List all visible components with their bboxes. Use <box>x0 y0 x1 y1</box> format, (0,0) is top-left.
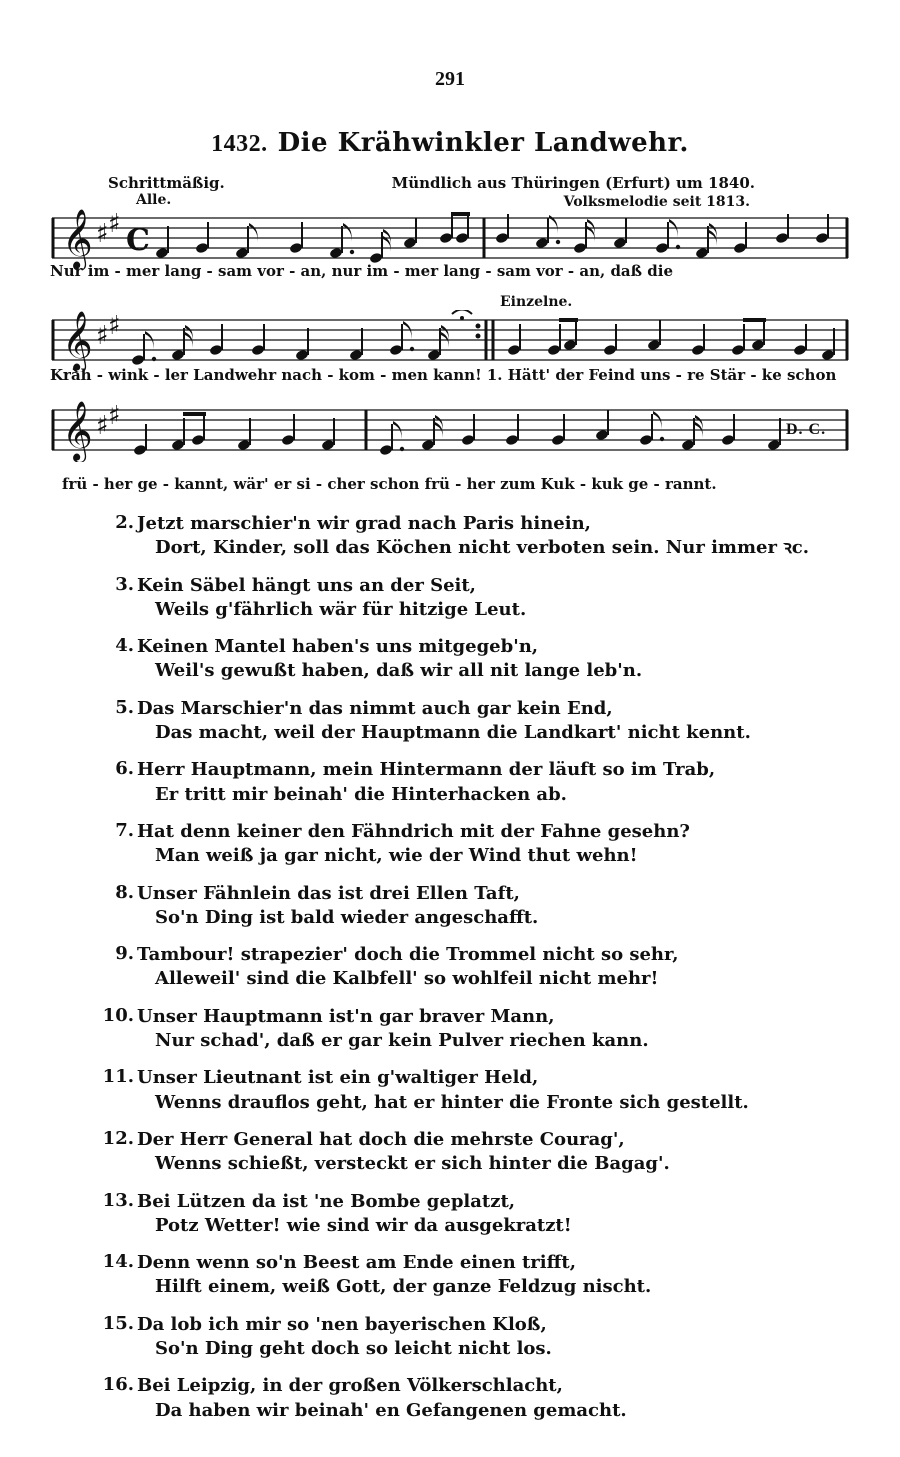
verse-text <box>137 512 809 561</box>
verse-item <box>100 758 820 807</box>
svg-text:♯: ♯ <box>108 401 121 431</box>
verse-item <box>100 512 820 561</box>
verse-number: 15. <box>102 1312 134 1334</box>
verse-item <box>100 820 820 869</box>
verse-line: Wenns schießt, versteckt er sich hinter die Bagag'. <box>155 1153 670 1175</box>
verse-number: 14. <box>102 1251 134 1273</box>
svg-text:♯: ♯ <box>96 219 109 249</box>
verse-line: Er tritt mir beinah' die Hinterhacken ab. <box>155 783 567 805</box>
verse-line: Herr Hauptmann, mein Hintermann der läuft so im Trab, <box>137 759 716 781</box>
verse-item <box>100 943 820 992</box>
verse-number: 10. <box>102 1004 134 1026</box>
verse-item <box>100 882 820 931</box>
tempo-marking: Schrittmäßig. <box>108 174 225 192</box>
verse-line: So'n Ding ist bald wieder angeschafft. <box>155 906 539 928</box>
verse-item <box>100 635 820 684</box>
verse-line: Das macht, weil der Hauptmann die Landkart' nicht kennt. <box>155 722 751 744</box>
source-line-1: Mündlich aus Thüringen (Erfurt) um 1840. <box>391 174 755 192</box>
verse-line: Kein Säbel hängt uns an der Seit, <box>137 574 476 596</box>
verse-line: Das Marschier'n das nimmt auch gar kein End, <box>137 697 613 719</box>
verse-line: Nur schad', daß er gar kein Pulver riechen kann. <box>155 1030 649 1052</box>
verse-text <box>137 1066 749 1115</box>
verse-line: Unser Lieutnant ist ein g'waltiger Held, <box>137 1067 539 1089</box>
verse-line: Weil's gewußt haben, daß wir all nit lange leb'n. <box>155 660 643 682</box>
svg-text:𝄞: 𝄞 <box>62 311 93 371</box>
lyric-line-1: Nur im ‑ mer lang ‑ sam vor ‑ an, nur im ‑ mer lang ‑ sam vor ‑ an, daß die <box>50 262 673 280</box>
verse-line: Dort, Kinder, soll das Köchen nicht verboten sein. Nur immer ꝛc. <box>155 537 809 559</box>
verse-number: 2. <box>115 512 134 533</box>
verse-text <box>137 1251 651 1300</box>
verse-item <box>100 1251 820 1300</box>
verse-text <box>137 1005 649 1054</box>
verse-line: Da haben wir beinah' en Gefangenen gemacht. <box>155 1399 627 1421</box>
svg-text:♯: ♯ <box>108 209 121 239</box>
verse-number: 3. <box>115 573 134 595</box>
svg-text:♯: ♯ <box>96 321 109 351</box>
verse-line: Der Herr General hat doch die mehrste Courag', <box>137 1128 625 1150</box>
page-number: 291 <box>435 68 465 90</box>
verse-number: 13. <box>102 1189 134 1211</box>
verse-number: 11. <box>102 1066 134 1088</box>
verse-text <box>137 1374 627 1423</box>
verse-number: 5. <box>115 696 134 718</box>
verse-line: Potz Wetter! wie sind wir da ausgekratzt! <box>155 1214 572 1236</box>
verse-line: Unser Fähnlein das ist drei Ellen Taft, <box>137 882 520 904</box>
verse-line: Keinen Mantel haben's uns mitgegeb'n, <box>137 636 539 658</box>
verse-line: Tambour! strapezier' doch die Trommel nicht so sehr, <box>137 944 679 966</box>
verse-text <box>137 1313 552 1362</box>
source-line-2: Volksmelodie seit 1813. <box>563 194 750 210</box>
verse-number: 6. <box>115 758 134 780</box>
verse-number: 16. <box>102 1374 134 1396</box>
verse-number: 8. <box>115 881 134 903</box>
verse-line: Da lob ich mir so 'nen bayerischen Kloß, <box>137 1313 547 1335</box>
verse-line: Wenns drauflos geht, hat er hinter die Fronte sich gestellt. <box>155 1091 749 1113</box>
verse-item <box>100 1313 820 1362</box>
voice-marking-single: Einzelne. <box>500 294 573 310</box>
lyric-line-2: Kräh ‑ wink ‑ ler Landwehr nach ‑ kom ‑ men kann! 1. Hätt' der Feind uns ‑ re Stär ‑ ke schon <box>50 366 837 384</box>
lyric-line-3: frü ‑ her ge ‑ kannt, wär' er si ‑ cher schon frü ‑ her zum Kuk ‑ kuk ge ‑ rannt. <box>62 475 717 493</box>
verse-line: Bei Lützen da ist 'ne Bombe geplatzt, <box>137 1190 516 1212</box>
verse-line: Hat denn keiner den Fähndrich mit der Fahne gesehn? <box>137 820 690 842</box>
verse-text <box>137 574 526 623</box>
svg-text:♯: ♯ <box>108 311 121 341</box>
verse-number: 12. <box>102 1127 134 1149</box>
verse-number: 4. <box>115 635 134 657</box>
page-title: Die Krähwinkler Landwehr. <box>277 128 689 158</box>
verse-list <box>100 512 820 1436</box>
verse-text <box>137 882 538 931</box>
music-staff-system-3 <box>50 400 850 462</box>
verse-line: So'n Ding geht doch so leicht nicht los. <box>155 1338 552 1360</box>
verse-item <box>100 1374 820 1423</box>
music-staff-system-1 <box>50 208 850 270</box>
verse-line: Bei Leipzig, in der großen Völkerschlacht, <box>137 1375 563 1397</box>
verse-item <box>100 1190 820 1239</box>
song-number: 1432. <box>211 131 268 157</box>
verse-item <box>100 1128 820 1177</box>
svg-text:♯: ♯ <box>96 411 109 441</box>
verse-text <box>137 1128 670 1177</box>
verse-item <box>100 1066 820 1115</box>
verse-line: Denn wenn so'n Beest am Ende einen trifft, <box>137 1252 576 1274</box>
verse-text <box>137 697 751 746</box>
verse-line: Unser Hauptmann ist'n gar braver Mann, <box>137 1005 555 1027</box>
verse-line: Jetzt marschier'n wir grad nach Paris hinein, <box>137 513 591 534</box>
svg-text:𝄞: 𝄞 <box>62 209 93 269</box>
verse-text <box>137 1190 572 1239</box>
verse-item <box>100 574 820 623</box>
verse-line: Hilft einem, weiß Gott, der ganze Feldzug nischt. <box>155 1276 652 1298</box>
verse-text <box>137 635 642 684</box>
dc-marking: D. C. <box>786 421 827 438</box>
verse-number: 9. <box>115 943 134 965</box>
svg-text:𝄞: 𝄞 <box>62 401 93 461</box>
verse-line: Man weiß ja gar nicht, wie der Wind thut wehn! <box>155 845 638 867</box>
verse-line: Weils g'fährlich wär für hitzige Leut. <box>155 598 527 620</box>
verse-item <box>100 697 820 746</box>
verse-number: 7. <box>115 819 134 841</box>
verse-text <box>137 758 715 807</box>
title-row <box>0 128 900 158</box>
verse-line: Alleweil' sind die Kalbfell' so wohlfeil nicht mehr! <box>155 968 659 990</box>
verse-item <box>100 1005 820 1054</box>
verse-text <box>137 820 690 869</box>
voice-marking-all: Alle. <box>136 192 172 208</box>
music-staff-system-2 <box>50 310 850 372</box>
svg-text:C: C <box>126 223 150 258</box>
verse-text <box>137 943 678 992</box>
